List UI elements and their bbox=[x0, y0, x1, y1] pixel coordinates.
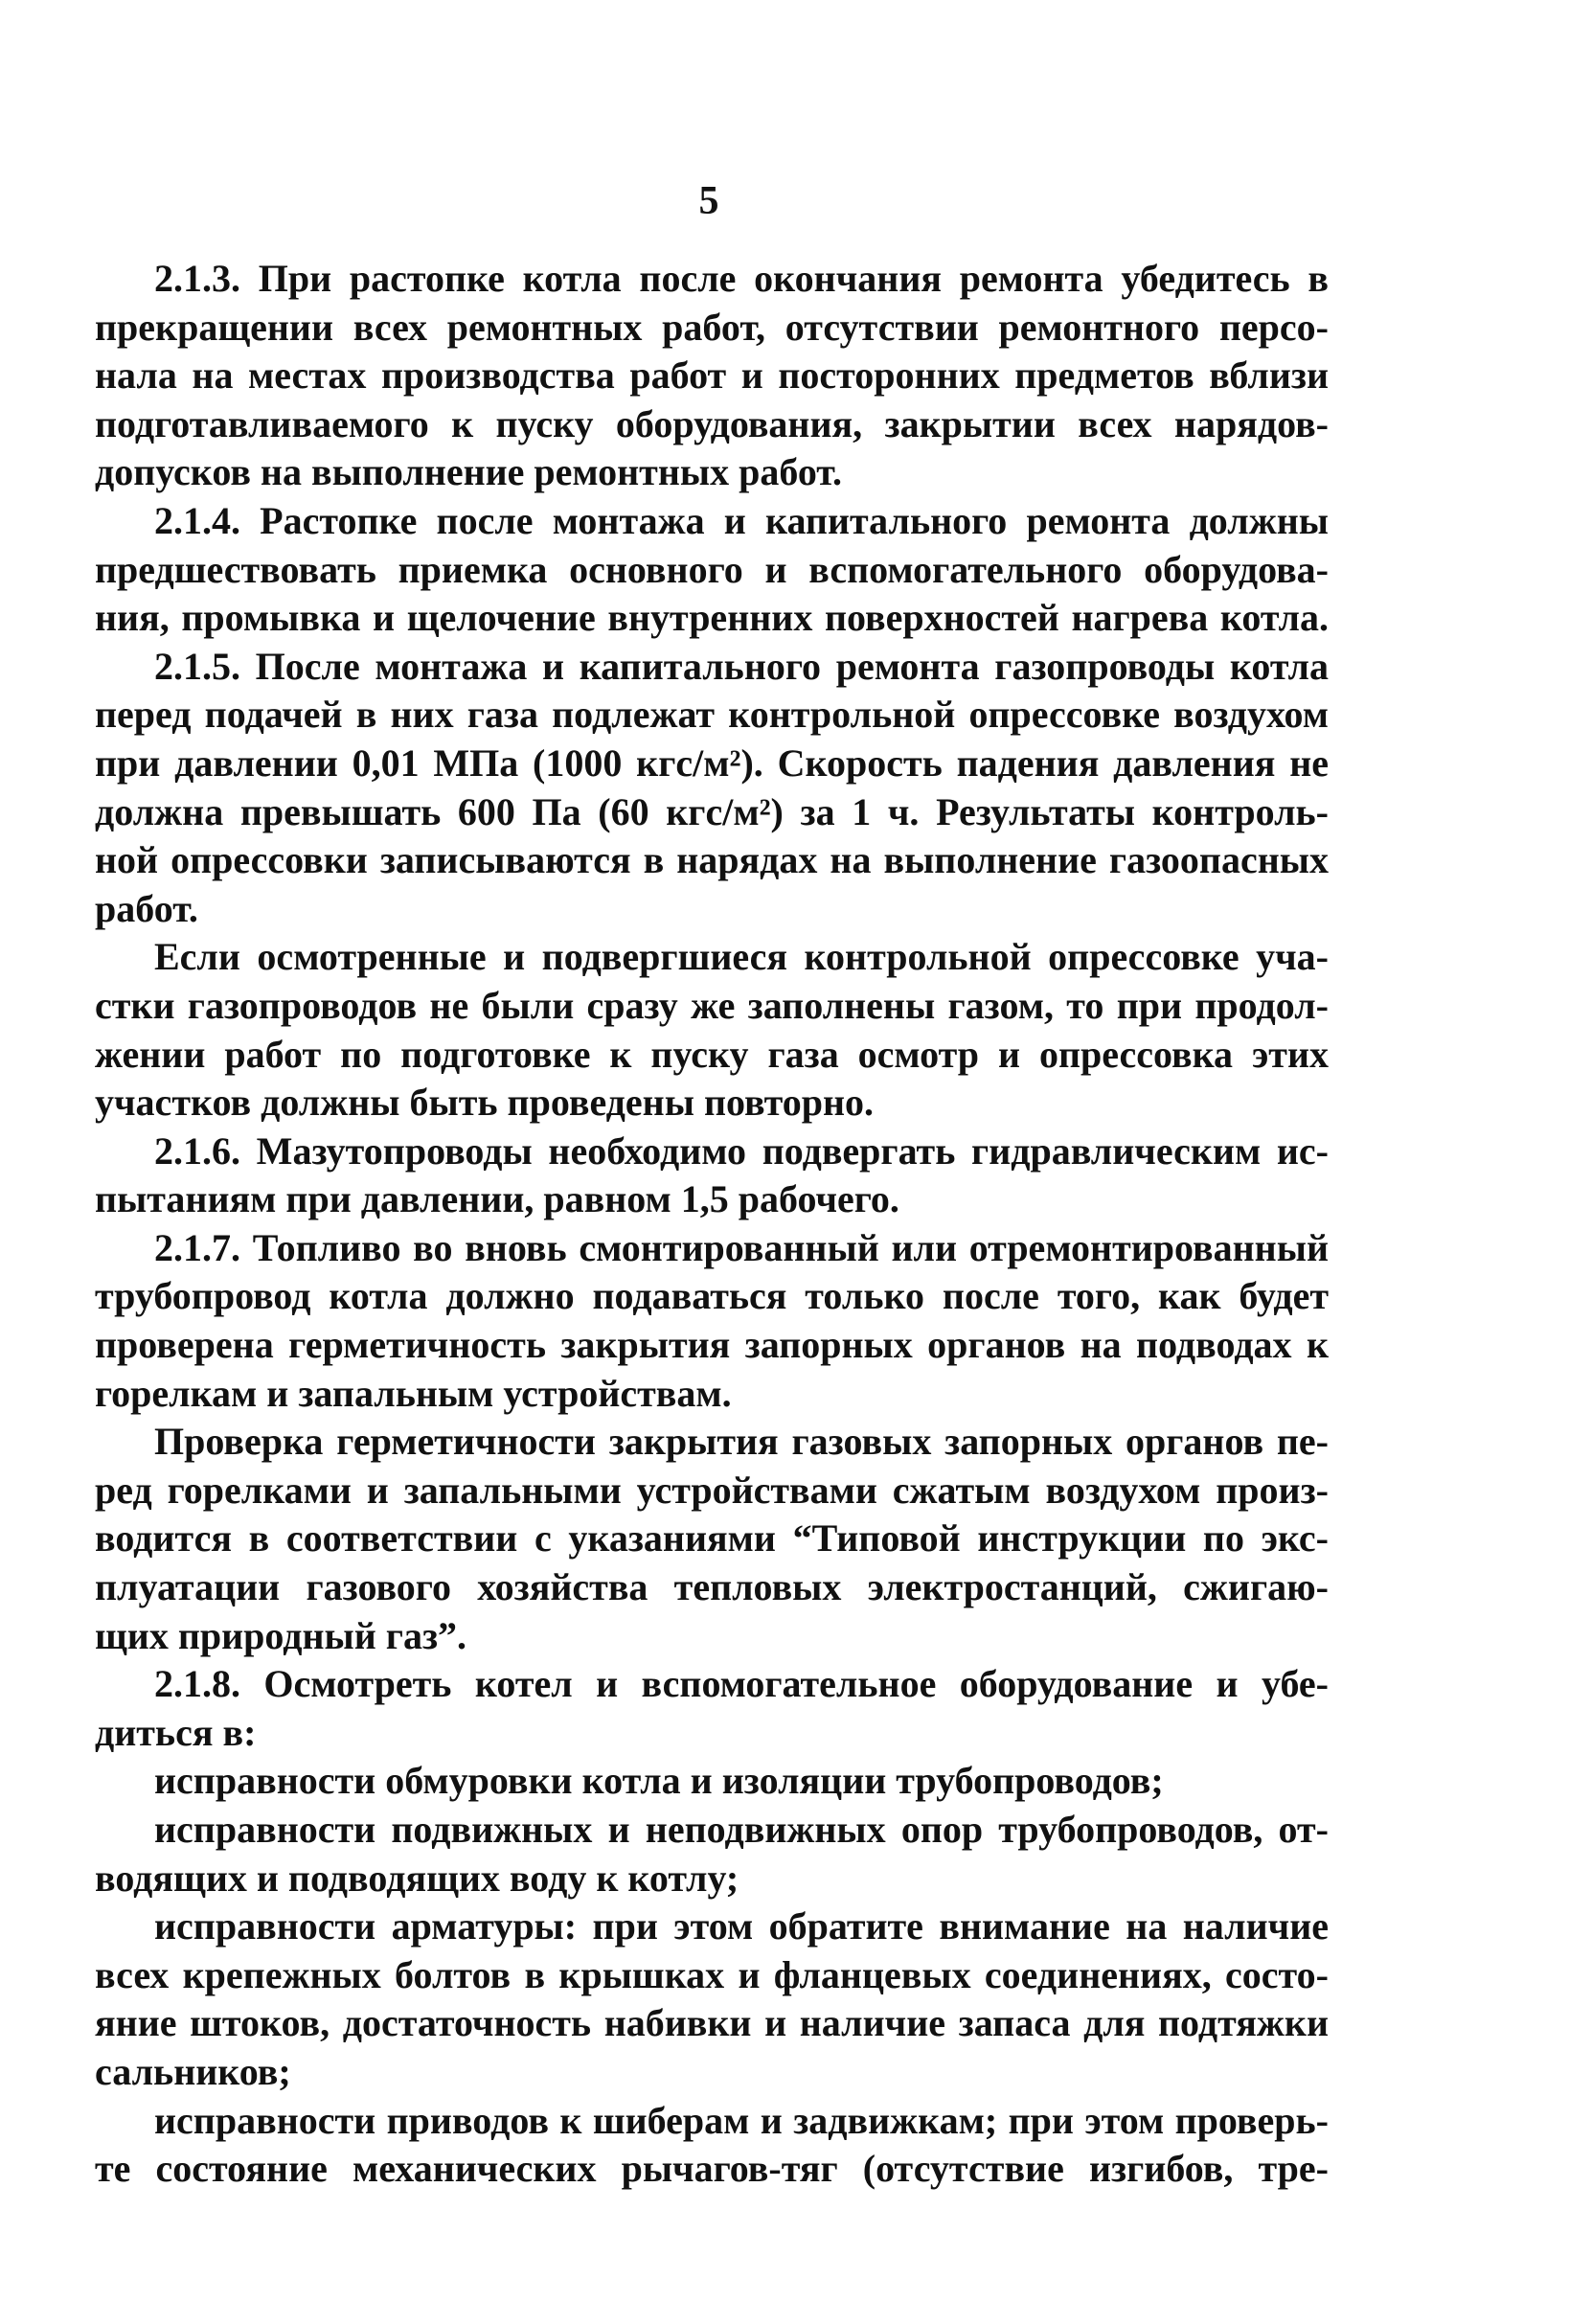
text-line: исправности подвижных и неподвижных опор трубопроводов, от- bbox=[154, 1808, 1329, 1851]
text-line: 2.1.6. Мазутопроводы необходимо подвергать гидравлическим ис- bbox=[154, 1128, 1329, 1173]
text-line: жении работ по подготовке к пуску газа осмотр и опрессовка этих bbox=[95, 1032, 1329, 1076]
text-line: пытаниям при давлении, равном 1,5 рабочего. bbox=[95, 1177, 899, 1221]
text-line: ной опрессовки записываются в нарядах на выполнение газоопасных bbox=[95, 838, 1329, 882]
text-line: исправности обмуровки котла и изоляции трубопроводов; bbox=[154, 1759, 1164, 1803]
text-line: при давлении 0,01 МПа (1000 кгс/м²). Скорость падения давления не bbox=[95, 740, 1329, 785]
text-line: 2.1.8. Осмотреть котел и вспомогательное оборудование и убе- bbox=[154, 1662, 1329, 1706]
text-line: стки газопроводов не были сразу же заполнены газом, то при продол- bbox=[95, 983, 1329, 1027]
text-line: сальников; bbox=[95, 2049, 291, 2093]
text-line: исправности арматуры: при этом обратите внимание на наличие bbox=[154, 1904, 1329, 1948]
text-line: яние штоков, достаточность набивки и наличие запаса для подтяжки bbox=[95, 2001, 1329, 2045]
text-line: диться в: bbox=[95, 1710, 257, 1754]
text-line: должна превышать 600 Па (60 кгс/м²) за 1 ч. Результаты контроль- bbox=[95, 789, 1329, 833]
text-line: те состояние механических рычагов-тяг (отсутствие изгибов, тре- bbox=[95, 2147, 1329, 2191]
text-line: ния, промывка и щелочение внутренних поверхностей нагрева котла. bbox=[95, 596, 1329, 640]
text-line: участков должны быть проведены повторно. bbox=[95, 1081, 875, 1125]
text-line: подготавливаемого к пуску оборудования, закрытии всех нарядов- bbox=[95, 401, 1329, 445]
text-line: водится в соответствии с указаниями “Типовой инструкции по экс- bbox=[95, 1516, 1329, 1561]
text-line: проверена герметичность закрытия запорных органов на подводах к bbox=[95, 1323, 1329, 1367]
text-line: исправности приводов к шиберам и задвижкам; при этом проверь- bbox=[154, 2098, 1329, 2142]
text-line: всех крепежных болтов в крышках и фланцевых соединениях, состо- bbox=[95, 1952, 1329, 1996]
page-number: 5 bbox=[698, 179, 719, 223]
text-line: Проверка герметичности закрытия газовых запорных органов пе- bbox=[154, 1420, 1329, 1464]
text-line: 2.1.5. После монтажа и капитального ремонта газопроводы котла bbox=[154, 644, 1329, 688]
text-line: работ. bbox=[95, 886, 198, 930]
text-line: предшествовать приемка основного и вспомогательного оборудова- bbox=[95, 547, 1329, 591]
text-line: трубопровод котла должно подаваться только после того, как будет bbox=[95, 1274, 1329, 1318]
text-line: водящих и подводящих воду к котлу; bbox=[95, 1856, 739, 1900]
text-line: нала на местах производства работ и посторонних предметов вблизи bbox=[95, 353, 1329, 398]
text-line: перед подачей в них газа подлежат контрольной опрессовке воздухом bbox=[95, 693, 1329, 737]
text-line: прекращении всех ремонтных работ, отсутствии ремонтного персо- bbox=[95, 305, 1329, 349]
text-line: плуатации газового хозяйства тепловых электростанций, сжигаю- bbox=[95, 1565, 1329, 1609]
text-line: 2.1.4. Растопке после монтажа и капитального ремонта должны bbox=[154, 498, 1329, 542]
text-line: ред горелками и запальными устройствами сжатым воздухом произ- bbox=[95, 1468, 1329, 1512]
text-line: горелкам и запальным устройствам. bbox=[95, 1371, 732, 1415]
text-line: щих природный газ”. bbox=[95, 1613, 467, 1657]
document-body bbox=[95, 255, 1329, 2194]
text-line: Если осмотренные и подвергшиеся контрольной опрессовке уча- bbox=[154, 935, 1329, 979]
text-line: 2.1.7. Топливо во вновь смонтированный или отремонтированный bbox=[154, 1225, 1329, 1269]
text-line: 2.1.3. При растопке котла после окончания ремонта убедитесь в bbox=[154, 257, 1329, 300]
text-line: допусков на выполнение ремонтных работ. bbox=[95, 450, 842, 494]
